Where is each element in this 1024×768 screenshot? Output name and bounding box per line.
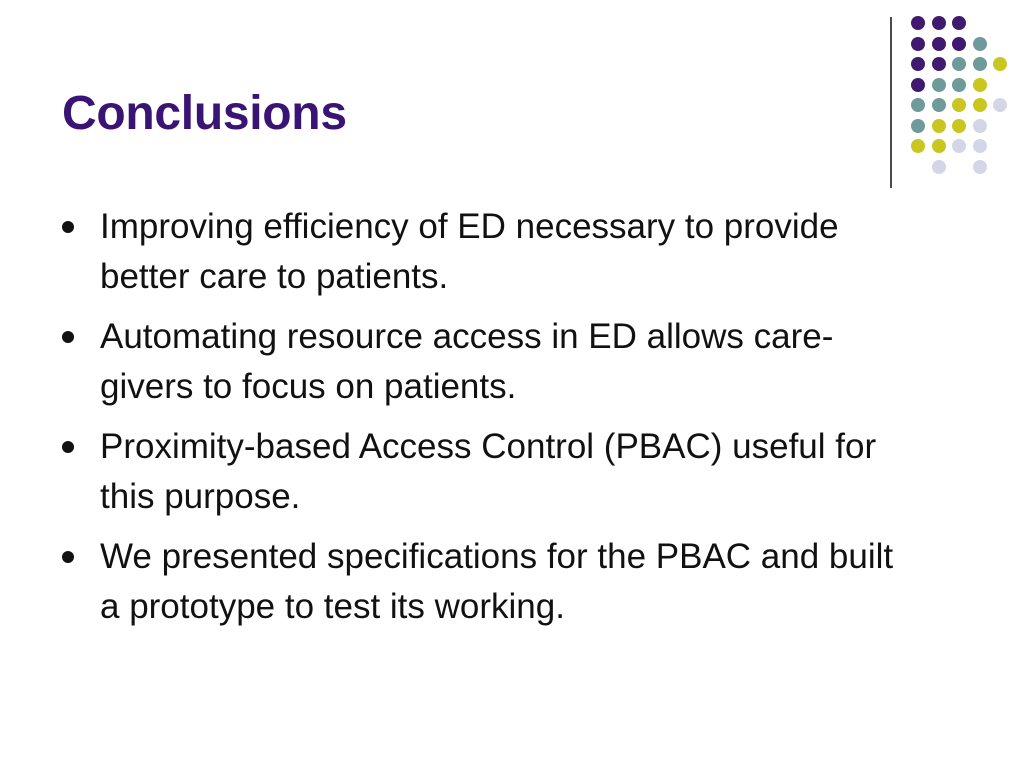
decorative-dot <box>952 98 966 112</box>
decorative-dot <box>911 16 925 30</box>
decorative-dot <box>973 78 987 92</box>
decorative-dot <box>973 119 987 133</box>
decorative-dot <box>973 98 987 112</box>
decorative-dot <box>952 78 966 92</box>
bullet-item <box>62 202 912 302</box>
decorative-dot <box>952 119 966 133</box>
bullet-text: We presented specifications for the PBAC and built a prototype to test its working. <box>100 537 894 626</box>
bullet-list <box>62 202 912 642</box>
decorative-dot <box>911 98 925 112</box>
decorative-dot <box>932 57 946 71</box>
decorative-dot <box>973 139 987 153</box>
slide-title: Conclusions <box>62 87 347 140</box>
decorative-dot <box>993 98 1007 112</box>
decorative-dot <box>973 37 987 51</box>
bullet-item <box>62 312 912 412</box>
decorative-dot <box>952 139 966 153</box>
decorative-dot <box>993 57 1007 71</box>
decorative-dot <box>973 160 987 174</box>
decorative-dot <box>932 98 946 112</box>
decorative-dot <box>973 57 987 71</box>
decorative-dot <box>932 160 946 174</box>
bullet-dot-icon <box>62 331 74 343</box>
bullet-text: Automating resource access in ED allows care-givers to focus on patients. <box>100 317 834 406</box>
decorative-dot <box>932 139 946 153</box>
bullet-text: Improving efficiency of ED necessary to provide better care to patients. <box>100 207 839 296</box>
vertical-divider-line <box>890 17 892 188</box>
decorative-dot <box>911 57 925 71</box>
bullet-item <box>62 422 912 522</box>
bullet-item <box>62 532 912 632</box>
decorative-dot <box>911 139 925 153</box>
bullet-dot-icon <box>62 221 74 233</box>
decorative-dot <box>911 119 925 133</box>
bullet-dot-icon <box>62 441 74 453</box>
decorative-dot <box>952 16 966 30</box>
bullet-text: Proximity-based Access Control (PBAC) useful for this purpose. <box>100 427 877 516</box>
decorative-dot <box>932 119 946 133</box>
bullet-dot-icon <box>62 551 74 563</box>
decorative-dot <box>952 57 966 71</box>
decorative-dot <box>911 78 925 92</box>
decorative-dot <box>952 37 966 51</box>
decorative-dot <box>932 37 946 51</box>
decorative-dot <box>932 78 946 92</box>
decorative-dot <box>932 16 946 30</box>
decorative-dot <box>911 37 925 51</box>
